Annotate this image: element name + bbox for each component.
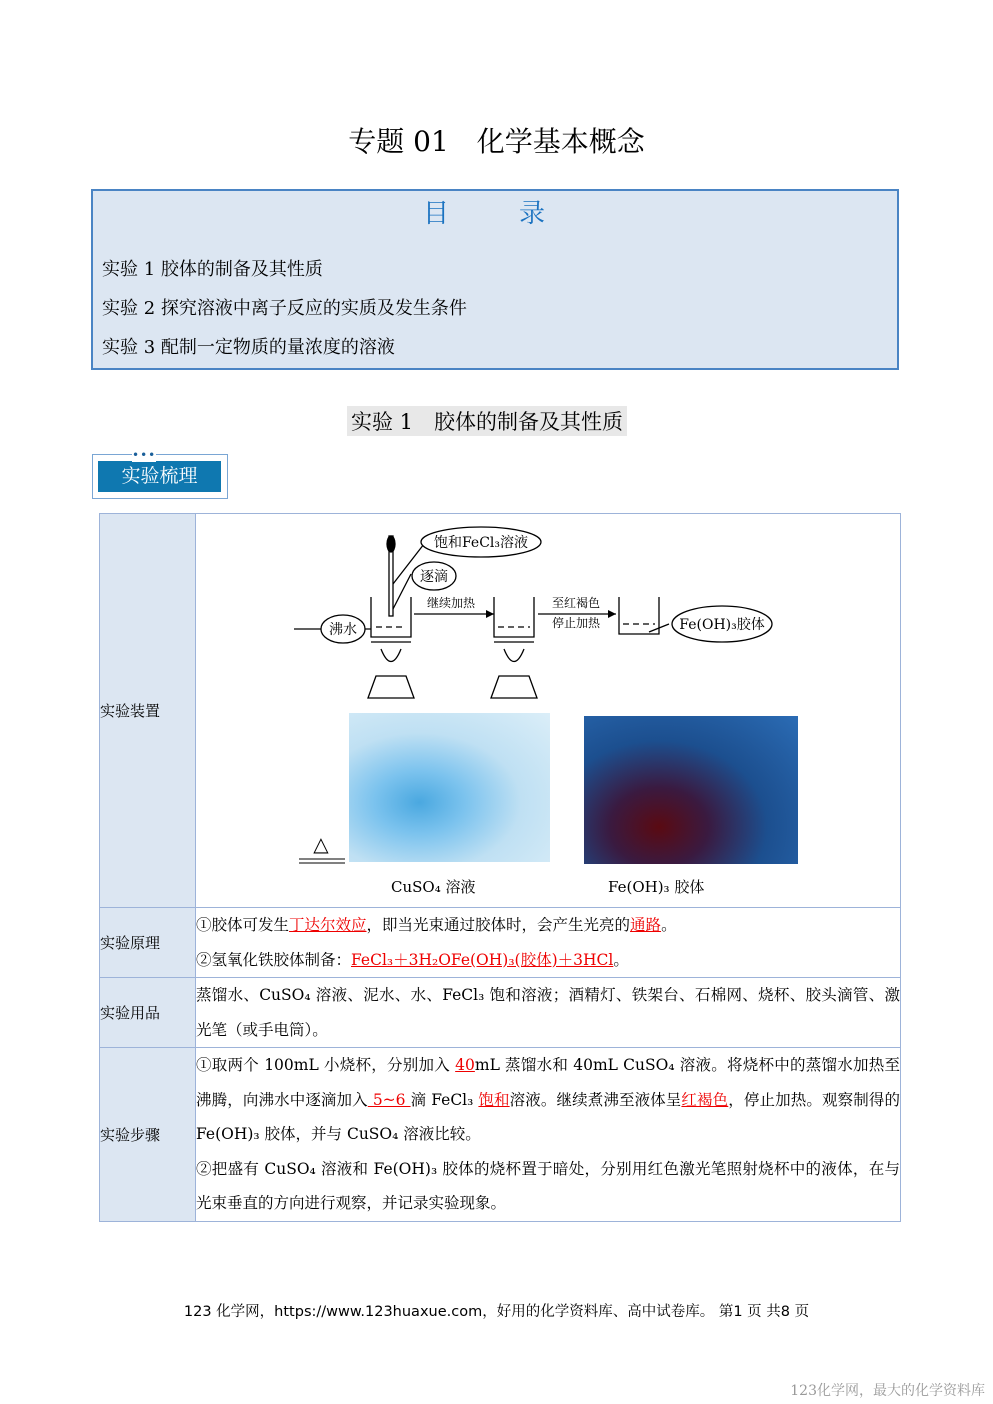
badge-dots: ••• <box>132 448 157 462</box>
text: 。 <box>613 950 629 969</box>
watermark: 123化学网，最大的化学资料库 <box>790 1383 985 1399</box>
heating-triangle: △ <box>313 832 329 856</box>
label-apparatus: 实验装置 <box>100 514 196 908</box>
label-continue-heating: 继续加热 <box>426 596 476 610</box>
step-1 <box>196 1048 900 1152</box>
beaker-icon <box>371 597 659 637</box>
label-colloid: Fe(OH)₃胶体 <box>679 617 765 633</box>
section-title: 实验 1 胶体的制备及其性质 <box>347 406 627 436</box>
cuso4-photo <box>349 713 550 862</box>
text: ①胶体可发生 <box>196 916 290 934</box>
text: ，即当光束通过胶体时，会产生光亮的 <box>366 916 631 934</box>
answer: 40 <box>455 1056 475 1074</box>
answer: 饱和 <box>478 1090 510 1109</box>
caption-cuso4: CuSO₄ 溶液 <box>391 878 476 896</box>
label-stop-heating: 停止加热 <box>551 616 601 630</box>
step-2: ②把盛有 CuSO₄ 溶液和 Fe(OH)₃ 胶体的烧杯置于暗处，分别用红色激光笔照射烧杯中的液体，在与光束垂直的方向进行观察，并记录实验现象。 <box>196 1159 900 1212</box>
alcohol-lamp-icon <box>368 649 537 698</box>
text: mL 蒸馏水和 40mL CuSO₄ 溶液。将烧杯中的蒸馏水加热至沸腾，向沸水中逐滴加入 <box>196 1056 900 1109</box>
equation: FeCl₃＋3H₂OFe(OH)₃(胶体)＋3HCl <box>351 950 614 969</box>
steps-cell <box>196 1048 901 1222</box>
label-fecl3: 饱和FeCl₃溶液 <box>433 535 529 551</box>
table-of-contents <box>91 189 899 370</box>
badge-label: 实验梳理 <box>98 461 221 492</box>
page-title: 专题 01 化学基本概念 <box>348 125 645 158</box>
principle-cell <box>196 908 901 978</box>
materials-cell: 蒸馏水、CuSO₄ 溶液、泥水、水、FeCl₃ 饱和溶液；酒精灯、铁架台、石棉网、烧杯、胶头滴管、激光笔（或手电筒）。 <box>196 978 901 1048</box>
toc-item[interactable]: 实验 3 配制一定物质的量浓度的溶液 <box>102 337 395 358</box>
label-red-brown: 至红褐色 <box>551 596 601 610</box>
toc-item[interactable]: 实验 1 胶体的制备及其性质 <box>102 259 323 280</box>
text: ②氢氧化铁胶体制备： <box>196 950 352 969</box>
text: ，停止加热。观察制得的 Fe(OH)₃ 胶体，并与 CuSO₄ 溶液比较。 <box>196 1090 900 1143</box>
text: 溶液。继续煮沸至液体呈 <box>509 1090 682 1109</box>
answer: 红褐色 <box>681 1090 729 1109</box>
label-principle: 实验原理 <box>100 908 196 978</box>
page-footer: 123 化学网，https://www.123huaxue.com，好用的化学资料库、高中试卷库。 第1 页 共8 页 <box>183 1304 810 1320</box>
label-boiling-water: 沸水 <box>329 622 357 638</box>
section-badge <box>92 454 228 499</box>
answer: 5~6 <box>367 1090 411 1109</box>
answer-path: 通路 <box>630 916 662 934</box>
experiment-table <box>99 513 901 1222</box>
toc-item[interactable]: 实验 2 探究溶液中离子反应的实质及发生条件 <box>102 298 467 319</box>
text: 。 <box>661 916 677 934</box>
apparatus-cell <box>196 514 901 908</box>
principle-line-1 <box>196 908 900 943</box>
label-steps: 实验步骤 <box>100 1048 196 1222</box>
toc-heading: 目 录 <box>422 199 567 229</box>
label-dropwise: 逐滴 <box>420 569 448 585</box>
text: 滴 FeCl₃ <box>410 1090 479 1109</box>
principle-line-2 <box>196 943 900 978</box>
label-materials: 实验用品 <box>100 978 196 1048</box>
answer-tyndall: 丁达尔效应 <box>289 916 367 934</box>
feoh3-photo <box>584 716 798 864</box>
text: ①取两个 100mL 小烧杯，分别加入 <box>196 1056 456 1074</box>
caption-feoh3: Fe(OH)₃ 胶体 <box>608 878 705 896</box>
